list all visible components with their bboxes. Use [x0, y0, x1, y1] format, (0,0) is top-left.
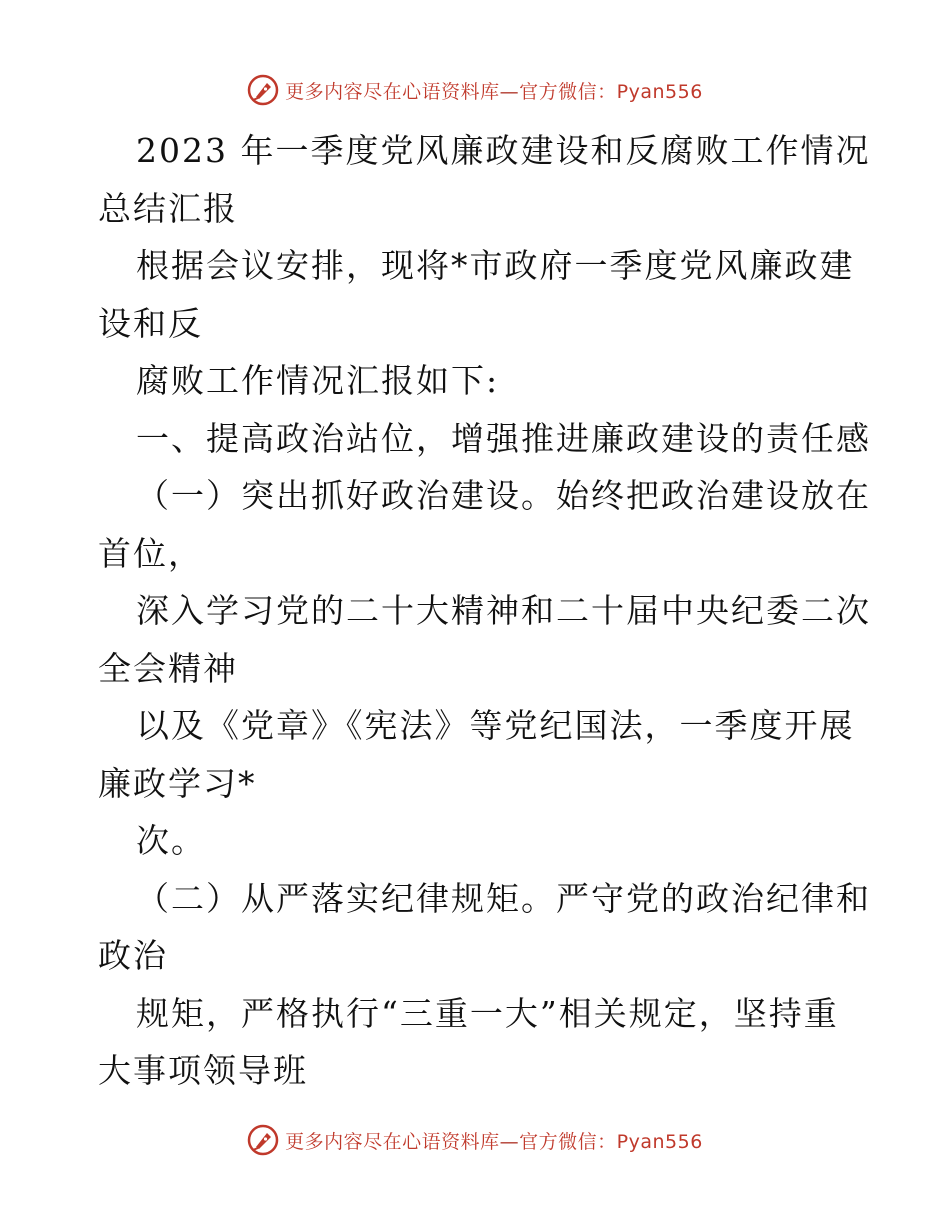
pen-nib-logo-icon — [247, 74, 279, 106]
watermark-contact: 官方微信：Pyan556 — [519, 80, 703, 103]
document-line: 腐败工作情况汇报如下: — [136, 361, 500, 400]
watermark-contact: 官方微信：Pyan556 — [519, 1130, 703, 1153]
document-line: 大事项领导班 — [98, 1051, 308, 1090]
document-line: 2023 年一季度党风廉政建设和反腐败工作情况 — [136, 131, 871, 170]
watermark-footer — [0, 1122, 950, 1158]
watermark-text — [285, 1127, 703, 1154]
watermark-separator: — — [499, 80, 520, 103]
document-line: 廉政学习* — [98, 763, 257, 803]
document-line: 首位， — [98, 533, 203, 573]
watermark-header — [0, 72, 950, 108]
document-line: 规矩，严格执行“三重一大”相关规定，坚持重 — [136, 993, 839, 1033]
document-line: （一）突出抓好政治建设。始终把政治建设放在 — [136, 476, 871, 515]
watermark-text — [285, 77, 703, 104]
document-body — [98, 122, 871, 1100]
document-line: 一、提高政治站位，增强推进廉政建设的责任感 — [136, 418, 871, 458]
document-line: 设和反 — [98, 303, 203, 343]
pen-nib-logo-icon — [247, 1124, 279, 1156]
document-line: 全会精神 — [98, 648, 238, 688]
document-line: 深入学习党的二十大精神和二十届中央纪委二次 — [136, 591, 871, 630]
watermark-separator: — — [499, 1130, 520, 1153]
document-line: 根据会议安排，现将*市政府一季度党风廉政建 — [136, 246, 855, 285]
document-line: 政治 — [98, 936, 168, 975]
watermark-main: 更多内容尽在心语资料库 — [285, 80, 500, 103]
watermark-main: 更多内容尽在心语资料库 — [285, 1130, 500, 1153]
document-line: 总结汇报 — [98, 188, 238, 228]
document-line: 以及《党章》《宪法》等党纪国法，一季度开展 — [136, 706, 855, 745]
document-line: 次。 — [136, 821, 206, 860]
document-line: （二）从严落实纪律规矩。严守党的政治纪律和 — [136, 878, 871, 918]
